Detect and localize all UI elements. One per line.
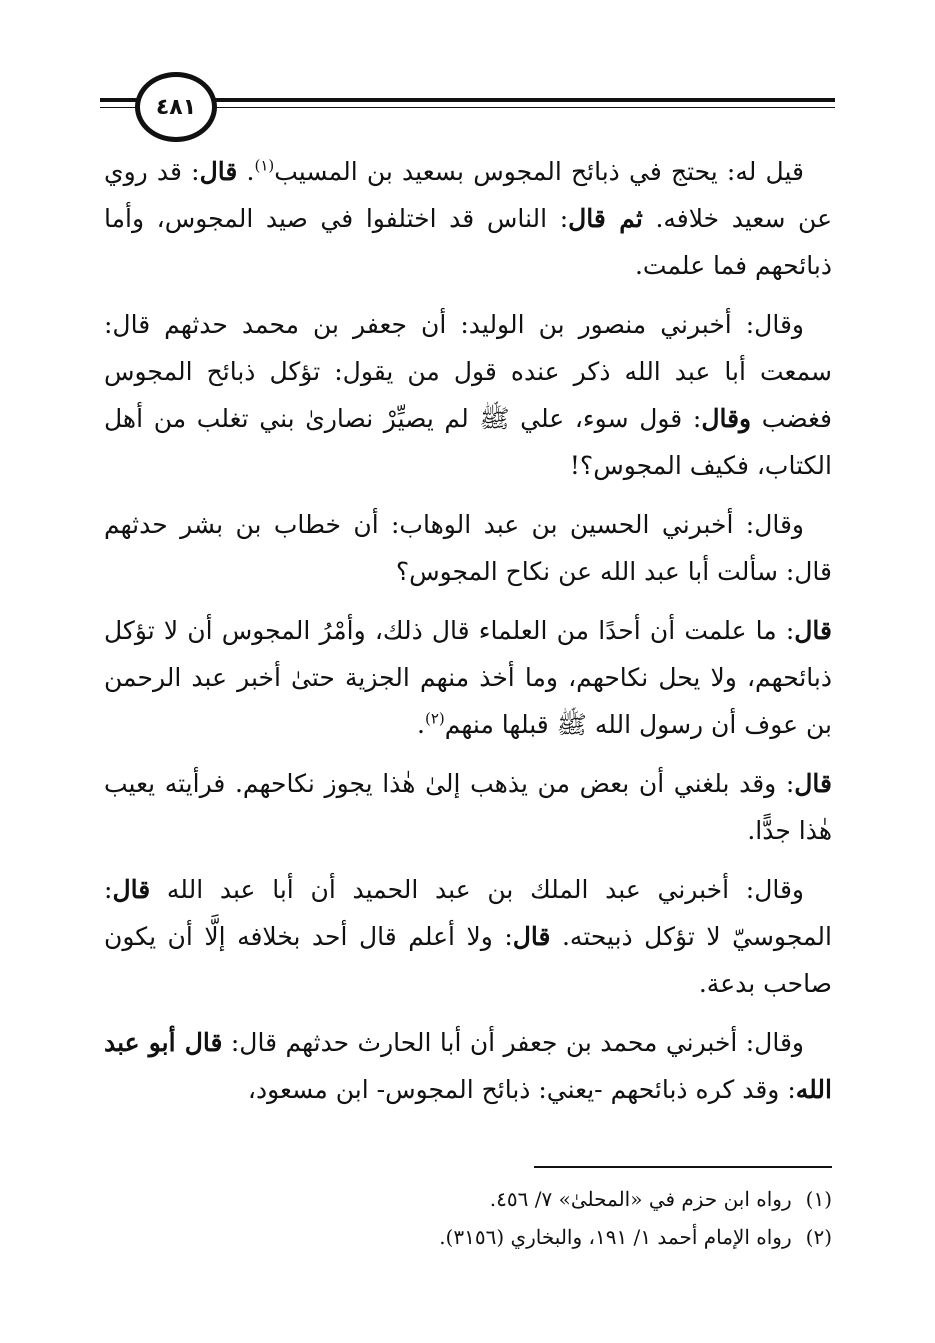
footnote xyxy=(104,1180,832,1218)
footnote-ref: (٢) xyxy=(424,709,445,728)
bold-keyword: قال أبو عبد الله xyxy=(104,1028,832,1104)
text-segment: : قول سوء، علي ﷺ لم يصيِّرْ نصارىٰ بني تغلب من أهل الكتاب، فكيف المجوس؟! xyxy=(104,404,832,480)
main-text xyxy=(104,148,832,1125)
footnote-number: (١) xyxy=(805,1187,832,1211)
bold-keyword: وقال xyxy=(701,404,752,433)
footnote-number: (٢) xyxy=(805,1225,832,1249)
footnote-text: رواه الإمام أحمد ١/ ١٩١، والبخاري (٣١٥٦). xyxy=(439,1225,792,1249)
text-segment: . xyxy=(417,710,425,739)
text-segment: : قد روي عن سعيد خلافه. xyxy=(104,157,832,233)
text-segment: : ولا أعلم قال أحد بخلافه إلَّا أن يكون صاحب بدعة. xyxy=(104,922,832,998)
page-number-badge xyxy=(135,72,217,142)
text-segment: وقال: أخبرني عبد الملك بن عبد الحميد أن أبا عبد الله xyxy=(150,875,804,904)
text-segment: وقال: أخبرني محمد بن جعفر أن أبا الحارث حدثهم قال: xyxy=(222,1028,804,1057)
text-segment: وقال: أخبرني الحسين بن عبد الوهاب: أن خطاب بن بشر حدثهم قال: سألت أبا عبد الله عن نكاح المجوس؟ xyxy=(104,510,832,586)
bold-keyword: قال xyxy=(794,769,832,798)
text-segment: . xyxy=(237,157,255,186)
page-number: ٤٨١ xyxy=(155,94,197,120)
text-segment: قيل له: يحتج في ذبائح المجوس بسعيد بن المسيب xyxy=(274,157,804,186)
paragraph xyxy=(104,607,832,748)
text-segment: : وقد كره ذبائحهم -يعني: ذبائح المجوس- ابن مسعود، xyxy=(247,1075,796,1104)
paragraph xyxy=(104,866,832,1007)
text-segment: : الناس قد اختلفوا في صيد المجوس، وأما ذبائحهم فما علمت. xyxy=(104,204,832,280)
text-segment: وقال: أخبرني منصور بن الوليد: أن جعفر بن محمد حدثهم قال: سمعت أبا عبد الله ذكر عنده قول من يقول: تؤكل ذبائح المجوس فغضب xyxy=(104,310,833,433)
bold-keyword: قال xyxy=(112,875,151,904)
footnote-ref: (١) xyxy=(254,156,275,175)
footnote-text: رواه ابن حزم في «المحلىٰ» ٧/ ٤٥٦. xyxy=(489,1187,792,1211)
bold-keyword: ثم قال xyxy=(568,204,643,233)
text-segment: : وقد بلغني أن بعض من يذهب إلىٰ هٰذا يجوز نكاحهم. فرأيته يعيب هٰذا جدًّا. xyxy=(104,769,832,845)
bold-keyword: قال xyxy=(794,616,832,645)
paragraph xyxy=(104,1019,832,1113)
page-header xyxy=(100,70,835,150)
bold-keyword: قال xyxy=(512,922,551,951)
bold-keyword: قال xyxy=(199,157,238,186)
paragraph xyxy=(104,501,832,595)
footnote xyxy=(104,1218,832,1256)
paragraph xyxy=(104,301,832,489)
paragraph xyxy=(104,760,832,854)
paragraph xyxy=(104,148,832,289)
footnotes xyxy=(104,1180,832,1256)
text-segment: : ما علمت أن أحدًا من العلماء قال ذلك، وأمْرُ المجوس أن لا تؤكل ذبائحهم، ولا يحل نكاحهم، وما أخذ منهم الجزية حتىٰ أخبر عبد الرحمن بن عوف أن رسول الله ﷺ قبلها منهم xyxy=(104,616,832,739)
text-segment: : المجوسيّ لا تؤكل ذبيحته. xyxy=(104,875,832,951)
footnote-separator xyxy=(534,1166,832,1168)
